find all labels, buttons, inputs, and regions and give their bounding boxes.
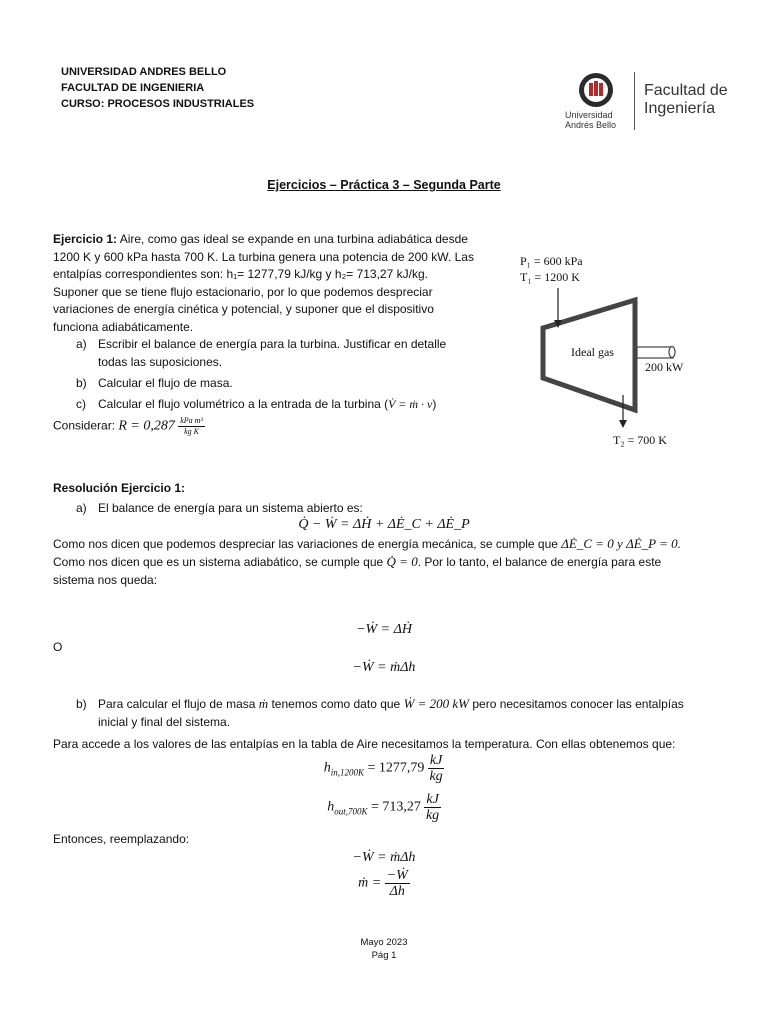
list-item-a: a) Escribir el balance de energía para la turbina. Justificar en detalle todas las suposiciones. — [76, 335, 485, 371]
entonces-line: Entonces, reemplazando: — [53, 832, 190, 846]
resolution-paragraph-3: Para accede a los valores de las entalpías en la tabla de Aire necesitamos la temperatura. Con ellas obtenemos que: — [53, 737, 676, 751]
exercise-1-label: Ejercicio 1: — [53, 232, 118, 246]
outlet-temperature-label: T₂ = 700 K — [613, 433, 667, 447]
inlet-temperature-label: T₁ = 1200 K — [520, 270, 580, 284]
unab-seal-icon — [574, 70, 618, 110]
footer-page-number: Pág 1 — [371, 950, 397, 961]
exercise-1-line: Suponer que se tiene flujo estacionario, por lo que podemos despreciar — [53, 284, 433, 299]
page-footer — [0, 936, 768, 962]
resolution-title: Resolución Ejercicio 1: — [53, 481, 186, 495]
gas-label: Ideal gas — [571, 345, 614, 359]
exercise-1-line: variaciones de energía cinética y potencial, y suponer que el dispositivo — [53, 302, 434, 316]
logo-faculty-line1: Facultad de — [644, 82, 728, 99]
exercise-1-line: funciona adiabáticamente. — [53, 319, 194, 334]
header-faculty: FACULTAD DE INGENIERIA — [61, 82, 205, 94]
resolution-item-a: a) El balance de energía para un sistema abierto es: — [76, 501, 363, 515]
power-label: 200 kW — [645, 360, 684, 374]
exercise-1-line: Ejercicio 1: Aire, como gas ideal se expande en una turbina adiabática desde — [53, 232, 468, 246]
r-unit-fraction: $\frac{\text{kPa m³}}{\text{kg K}}$ — [180, 416, 203, 436]
work-mass-flow-equation-2: −Ẇ = ṁΔh — [352, 850, 416, 865]
university-logo — [562, 70, 732, 132]
work-enthalpy-equation: −Ẇ = ΔḢ — [356, 622, 412, 637]
logo-university-line2: Andrés Bello — [565, 120, 617, 130]
header-course: CURSO: PROCESOS INDUSTRIALES — [61, 98, 255, 110]
list-item-b: b) Calcular el flujo de masa. — [76, 376, 233, 390]
enthalpy-in-equation: $h_{in,1200K} = 1277,79$ $\frac{kJ}{kg}$ — [323, 753, 443, 784]
resolution-item-b: b) Para calcular el flujo de masa ṁ tenemos como dato que Ẇ = 200 kW pero necesitamos conocer las entalpías inicial y final del sistema. — [76, 696, 684, 729]
header-university: UNIVERSIDAD ANDRES BELLO — [61, 66, 227, 78]
inlet-pressure-label: P₁ = 600 kPa — [520, 254, 583, 268]
institution-header — [61, 64, 254, 112]
enthalpy-out-equation: $h_{out,700K} = 713,27$ $\frac{kJ}{kg}$ — [327, 792, 440, 823]
exercise-1-line: entalpías correspondientes son: h₁= 1277,79 kJ/kg y h₂= 713,27 kJ/kg. — [53, 267, 428, 281]
resolution-paragraph-1: Como nos dicen que podemos despreciar las variaciones de energía mecánica, se cumple que ΔĖ_C = 0 y ΔĖ_P = 0. — [53, 536, 681, 551]
resolution-paragraph-2: Como nos dicen que es un sistema adiabático, se cumple que Q̇ = 0. Por lo tanto, el balance de energía para este sistema nos queda: — [53, 554, 662, 587]
work-mass-flow-equation: −Ẇ = ṁΔh — [352, 660, 416, 675]
list-item-a-text: Escribir el balance de energía para la turbina. Justificar en detalle todas las suposiciones. — [98, 337, 447, 369]
logo-university-line1: Universidad — [565, 110, 613, 120]
exercise-1-line: 1200 K y 600 kPa hasta 700 K. La turbina genera una potencia de 200 kW. Las — [53, 249, 474, 264]
turbine-shape — [515, 250, 715, 455]
energy-balance-equation: Q̇ − Ẇ = ΔḢ + ΔĖ_C + ΔĖ_P — [298, 517, 470, 532]
exercise-1-statement — [53, 231, 485, 336]
logo-divider — [634, 72, 635, 130]
logo-faculty-line2: Ingeniería — [644, 100, 716, 117]
turbine-diagram — [515, 250, 715, 455]
page-title: Ejercicios – Práctica 3 – Segunda Parte — [267, 178, 501, 192]
list-item-c: c) Calcular el flujo volumétrico a la entrada de la turbina (V̇ = ṁ · v) — [76, 397, 437, 411]
footer-date: Mayo 2023 — [360, 937, 408, 948]
or-label: O — [53, 640, 63, 654]
consider-line: Considerar: R = 0,287 $\frac{\text{kPa m³}}{\text{kg K}}$ — [53, 416, 203, 436]
mass-flow-equation: ṁ = $\frac{\text{−Ẇ}}{\Delta h}$ — [358, 868, 408, 899]
